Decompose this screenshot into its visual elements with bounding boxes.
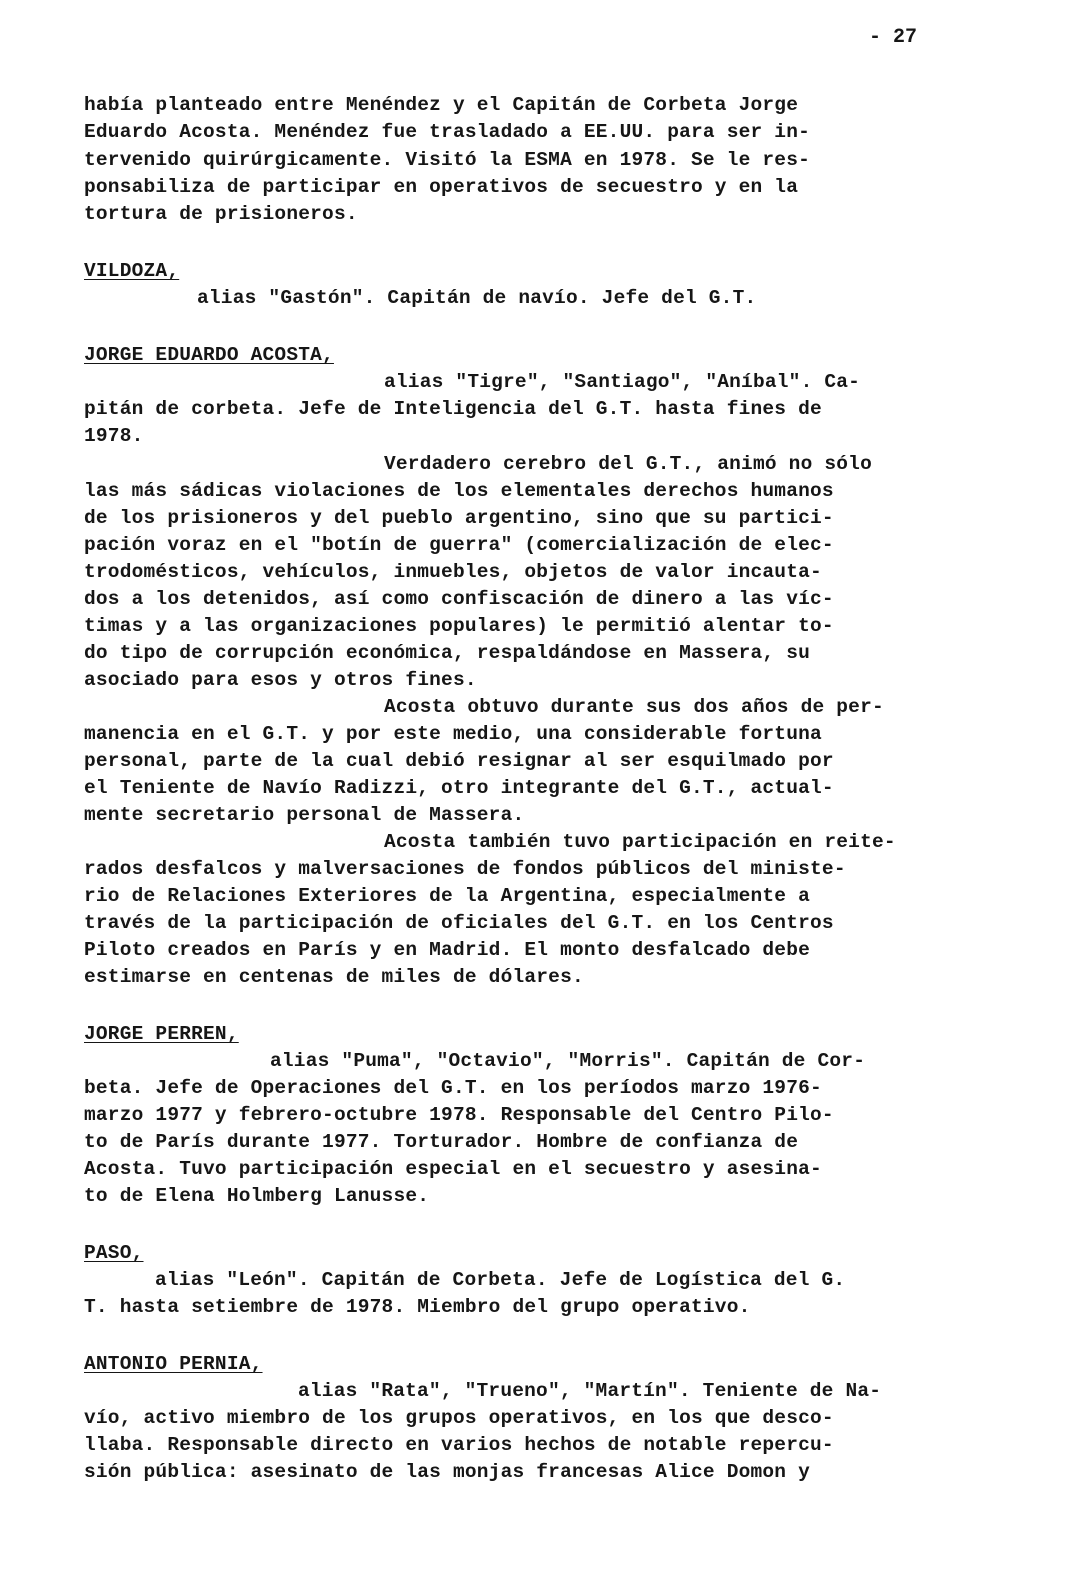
text-line: alias "Rata", "Trueno", "Martín". Teniente de Na- <box>298 1380 882 1402</box>
section-heading-perren: JORGE PERREN, <box>84 1023 239 1045</box>
text-line: manencia en el G.T. y por este medio, una considerable fortuna <box>84 723 822 745</box>
text-line: Eduardo Acosta. Menéndez fue trasladado a EE.UU. para ser in- <box>84 121 811 143</box>
text-line: de los prisioneros y del pueblo argentino, sino que su partici- <box>84 507 834 529</box>
text-line: través de la participación de oficiales del G.T. en los Centros <box>84 912 834 934</box>
text-line: rio de Relaciones Exteriores de la Argentina, especialmente a <box>84 885 811 907</box>
text-line: timas y a las organizaciones populares) le permitió alentar to- <box>84 615 834 637</box>
text-line: tortura de prisioneros. <box>84 203 358 225</box>
text-line: Acosta. Tuvo participación especial en el secuestro y asesina- <box>84 1158 822 1180</box>
text-line: tervenido quirúrgicamente. Visitó la ESMA en 1978. Se le res- <box>84 149 811 171</box>
text-line: beta. Jefe de Operaciones del G.T. en los períodos marzo 1976- <box>84 1077 822 1099</box>
text-line: Piloto creados en París y en Madrid. El monto desfalcado debe <box>84 939 811 961</box>
text-line: vío, activo miembro de los grupos operativos, en los que desco- <box>84 1407 834 1429</box>
text-line: pación voraz en el "botín de guerra" (comercialización de elec- <box>84 534 834 556</box>
text-line: dos a los detenidos, así como confiscación de dinero a las víc- <box>84 588 834 610</box>
section-heading-acosta: JORGE EDUARDO ACOSTA, <box>84 344 334 366</box>
text-line: sión pública: asesinato de las monjas francesas Alice Domon y <box>84 1461 811 1483</box>
text-line: llaba. Responsable directo en varios hechos de notable repercu- <box>84 1434 834 1456</box>
text-line: to de París durante 1977. Torturador. Hombre de confianza de <box>84 1131 799 1153</box>
text-line: alias "Gastón". Capitán de navío. Jefe del G.T. <box>197 287 757 309</box>
text-line: personal, parte de la cual debió resignar al ser esquilmado por <box>84 750 834 772</box>
text-line: asociado para esos y otros fines. <box>84 669 477 691</box>
text-line: alias "Puma", "Octavio", "Morris". Capitán de Cor- <box>270 1050 866 1072</box>
text-line: había planteado entre Menéndez y el Capitán de Corbeta Jorge <box>84 94 799 116</box>
section-heading-pernia: ANTONIO PERNIA, <box>84 1353 263 1375</box>
text-line: las más sádicas violaciones de los elementales derechos humanos <box>84 480 834 502</box>
text-line: mente secretario personal de Massera. <box>84 804 525 826</box>
text-line: pitán de corbeta. Jefe de Inteligencia del G.T. hasta fines de <box>84 398 822 420</box>
page-number: - 27 <box>869 26 918 49</box>
text-line: do tipo de corrupción económica, respaldándose en Massera, su <box>84 642 811 664</box>
text-line: alias "Tigre", "Santiago", "Aníbal". Ca- <box>384 371 861 393</box>
text-line: T. hasta setiembre de 1978. Miembro del grupo operativo. <box>84 1296 751 1318</box>
text-line: estimarse en centenas de miles de dólares. <box>84 966 584 988</box>
text-line: rados desfalcos y malversaciones de fondos públicos del ministe- <box>84 858 846 880</box>
text-line: el Teniente de Navío Radizzi, otro integrante del G.T., actual- <box>84 777 834 799</box>
text-line: marzo 1977 y febrero-octubre 1978. Responsable del Centro Pilo- <box>84 1104 834 1126</box>
section-heading-vildoza: VILDOZA, <box>84 260 180 282</box>
text-line: alias "León". Capitán de Corbeta. Jefe de Logística del G. <box>155 1269 846 1291</box>
text-line: Verdadero cerebro del G.T., animó no sólo <box>384 453 872 475</box>
section-heading-paso: PASO, <box>84 1242 144 1264</box>
text-line: trodomésticos, vehículos, inmuebles, objetos de valor incauta- <box>84 561 822 583</box>
text-line: ponsabiliza de participar en operativos de secuestro y en la <box>84 176 799 198</box>
text-line: Acosta también tuvo participación en reite- <box>384 831 896 853</box>
text-line: Acosta obtuvo durante sus dos años de per- <box>384 696 884 718</box>
text-line: to de Elena Holmberg Lanusse. <box>84 1185 430 1207</box>
text-line: 1978. <box>84 425 144 447</box>
